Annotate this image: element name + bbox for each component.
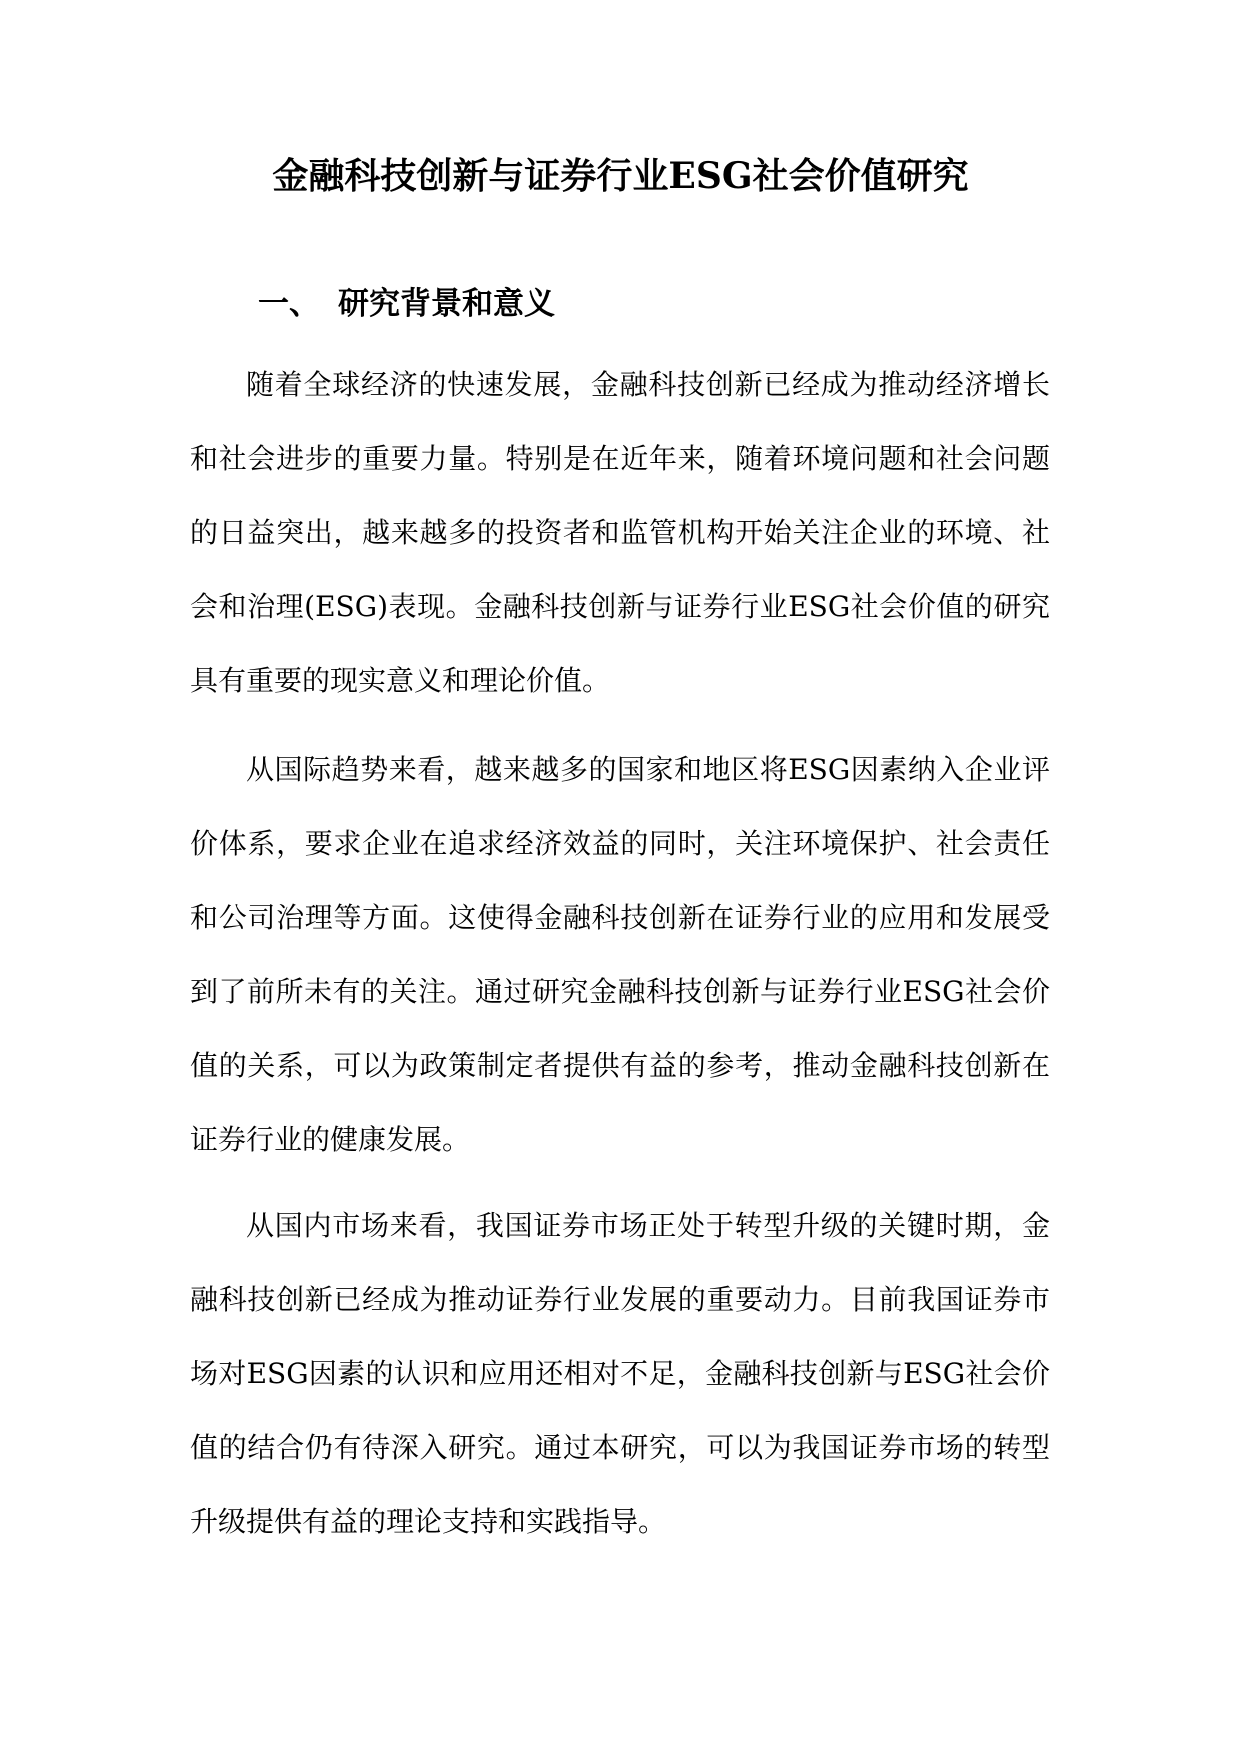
body-paragraph-2: 从国际趋势来看，越来越多的国家和地区将ESG因素纳入企业评价体系，要求企业在追求经济效益的同时，关注环境保护、社会责任和公司治理等方面。这使得金融科技创新在证券行业的应用和发展受到了前所未有的关注。通过研究金融科技创新与证券行业ESG社会价值的关系，可以为政策制定者提供有益的参考，推动金融科技创新在证券行业的健康发展。 (190, 753, 1050, 1156)
section-number: 一、 (258, 286, 320, 322)
section-heading-text: 研究背景和意义 (338, 286, 555, 322)
section-heading (258, 282, 555, 326)
body-paragraph-1: 随着全球经济的快速发展，金融科技创新已经成为推动经济增长和社会进步的重要力量。特别是在近年来，随着环境问题和社会问题的日益突出，越来越多的投资者和监管机构开始关注企业的环境、社会和治理(ESG)表现。金融科技创新与证券行业ESG社会价值的研究具有重要的现实意义和理论价值。 (190, 368, 1050, 697)
document-title: 金融科技创新与证券行业ESG社会价值研究 (272, 155, 969, 197)
body-paragraph-3: 从国内市场来看，我国证券市场正处于转型升级的关键时期，金融科技创新已经成为推动证券行业发展的重要动力。目前我国证券市场对ESG因素的认识和应用还相对不足，金融科技创新与ESG社会价值的结合仍有待深入研究。通过本研究，可以为我国证券市场的转型升级提供有益的理论支持和实践指导。 (190, 1209, 1050, 1538)
